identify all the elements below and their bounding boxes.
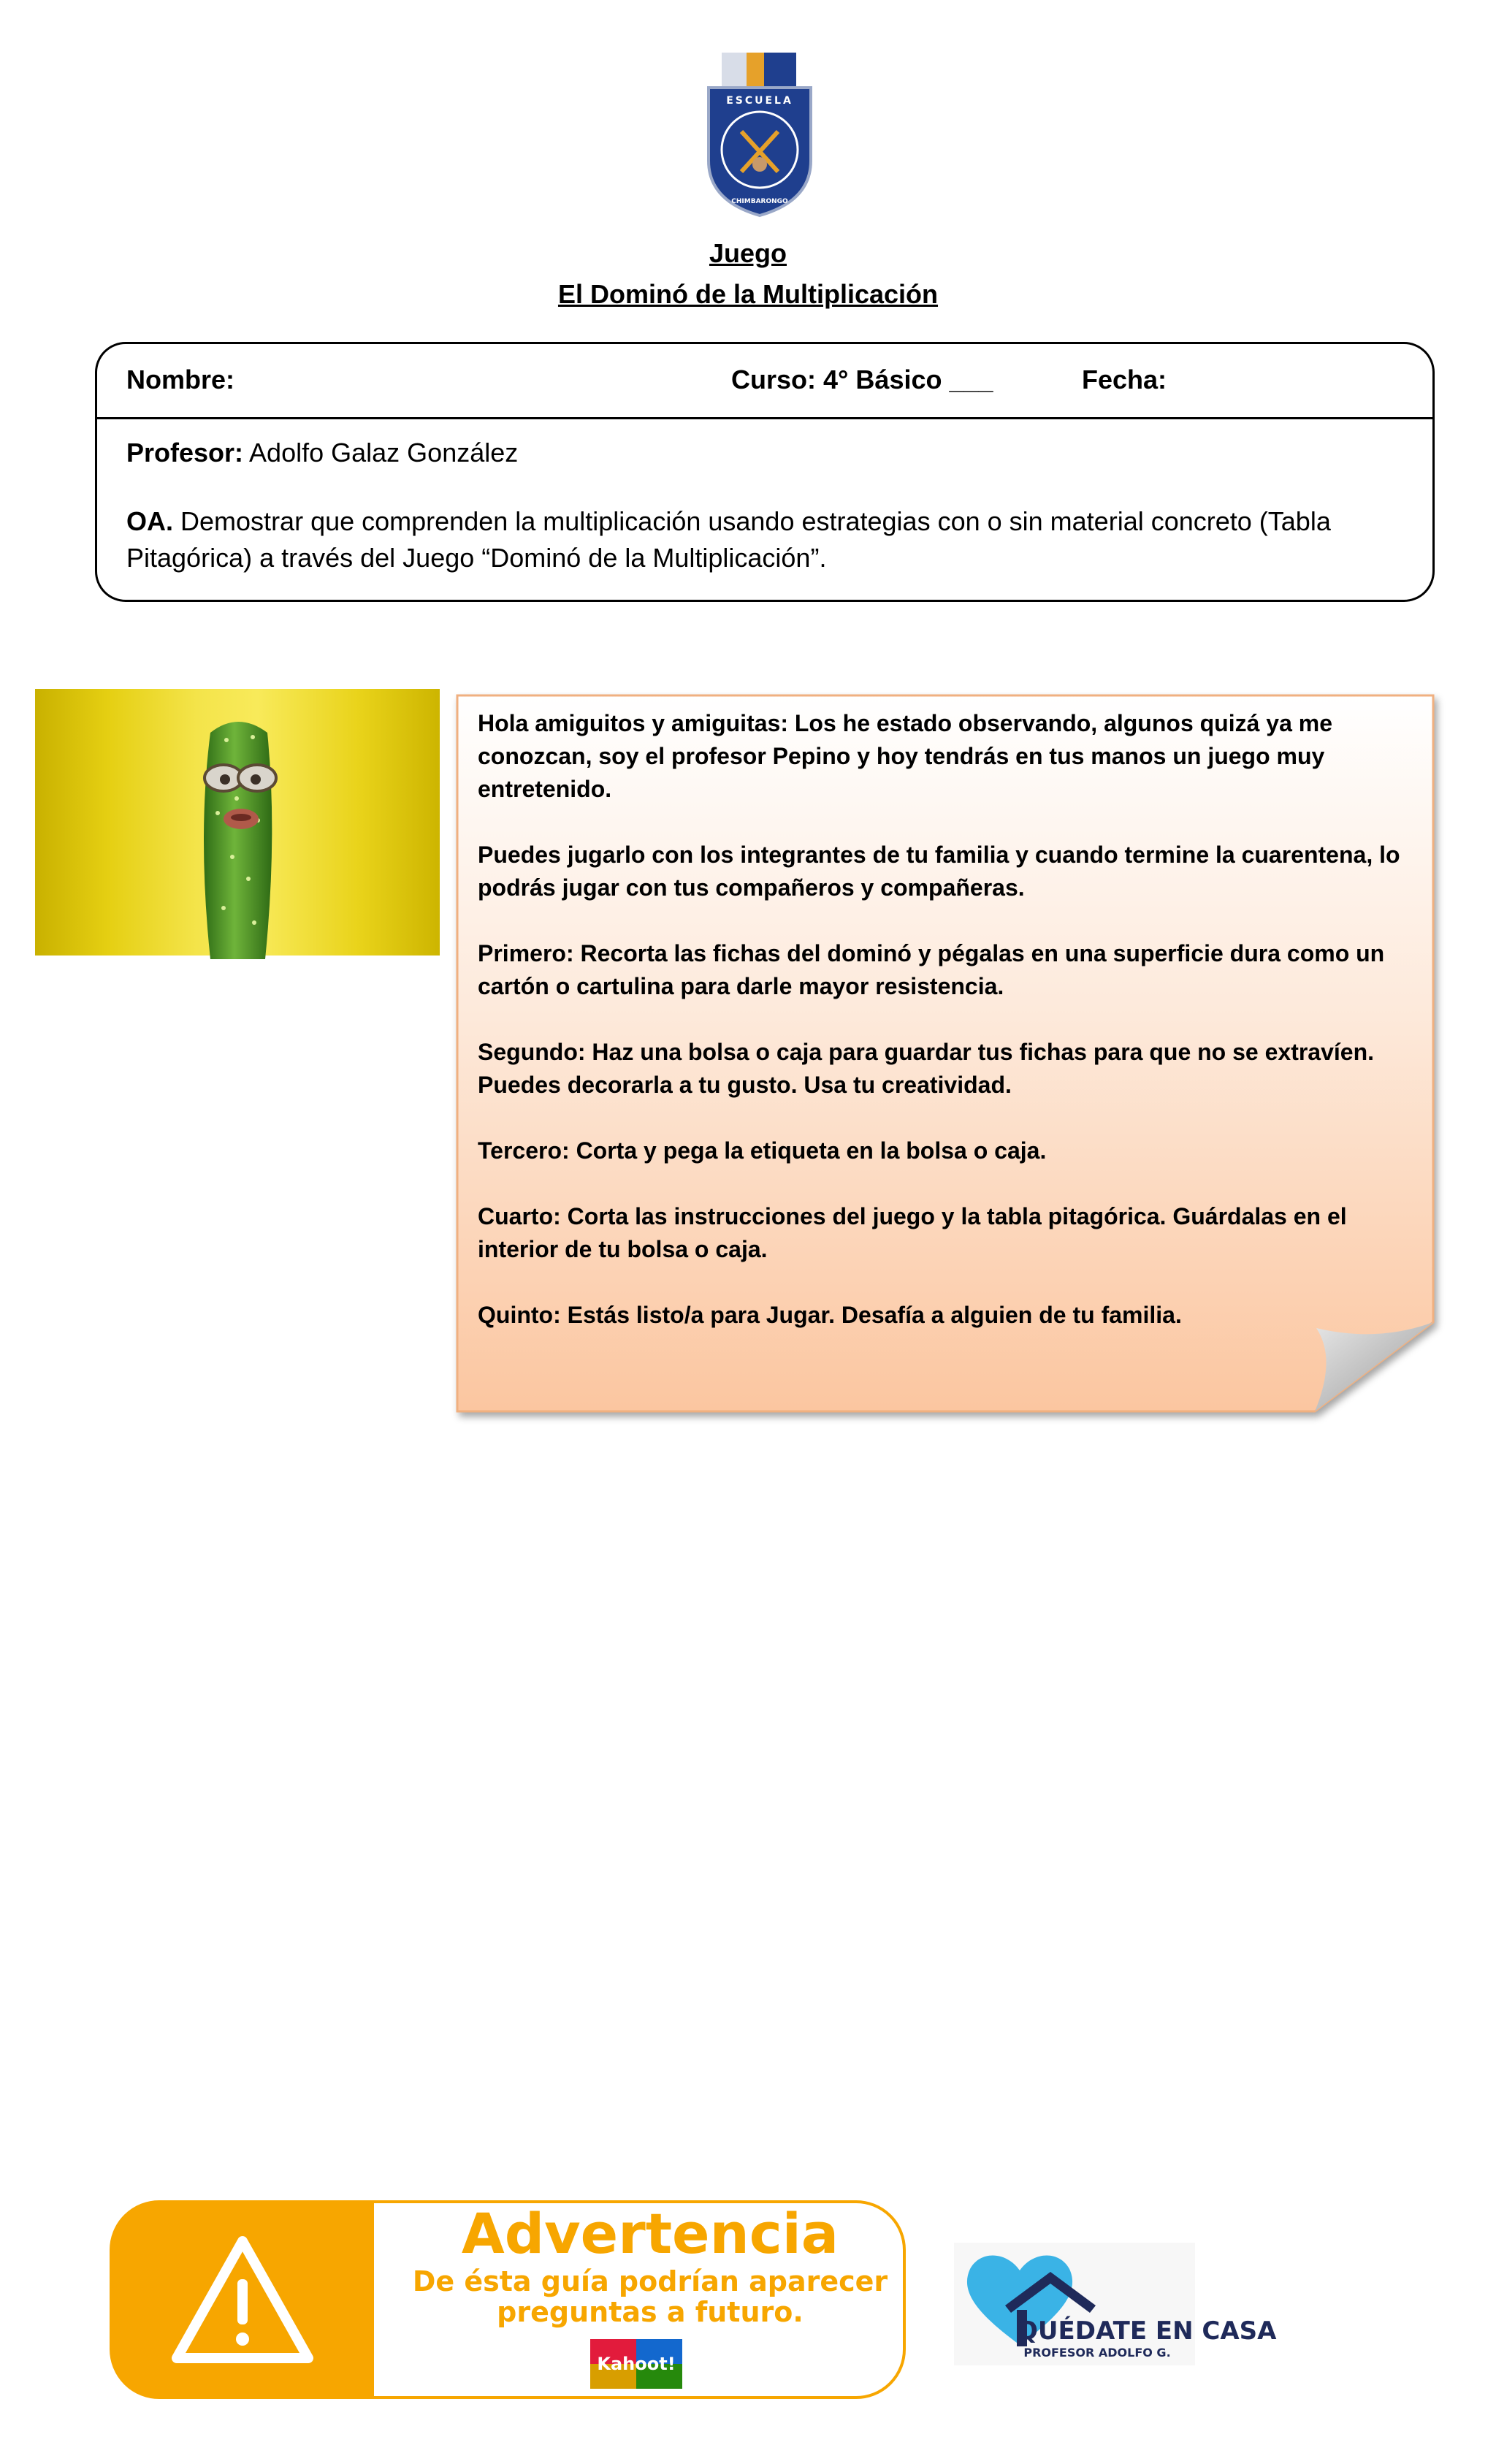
exclamation-dot (236, 2333, 249, 2346)
logo-bar-left (722, 53, 747, 86)
warning-title: Advertencia (461, 2201, 839, 2266)
page-title: Juego (709, 238, 787, 268)
profesor-pepino-image (35, 689, 440, 956)
logo-hands (752, 157, 767, 172)
page-subtitle: El Dominó de la Multiplicación (557, 279, 939, 309)
warning-line-2: preguntas a futuro. (497, 2296, 804, 2328)
note-paragraph: Puedes jugarlo con los integrantes de tu familia y cuando termine la cuarentena, lo podrás jugar con tus compañeros y compañeras. (478, 842, 1400, 901)
exclamation-bar (237, 2279, 248, 2324)
note-text (478, 707, 1420, 1365)
note-paragraph: Segundo: Haz una bolsa o caja para guardar tus fichas para que no se extravíen. Puedes decorarla a tu gusto. Usa tu creatividad. (478, 1039, 1375, 1098)
quedate-en-casa-logo (954, 2243, 1277, 2365)
info-box (95, 342, 1435, 602)
oa-text: Demostrar que comprenden la multiplicación usando estrategias con o sin material concreto (Tabla Pitagórica) a través del Juego “Dominó de la Multiplicación”. (126, 506, 1331, 573)
info-divider (97, 417, 1432, 419)
nombre-label: Nombre: (126, 365, 235, 394)
logo-bar-right (764, 53, 796, 86)
note-paragraph: Tercero: Corta y pega la etiqueta en la bolsa o caja. (478, 1137, 1047, 1164)
note-paragraph: Cuarto: Corta las instrucciones del juego y la tabla pitagórica. Guárdalas en el interior de tu bolsa o caja. (478, 1203, 1347, 1262)
curso-label: Curso: 4° Básico ___ (731, 365, 993, 394)
logo-bar-mid (747, 53, 764, 86)
pepino-body (204, 722, 272, 959)
profesor-line (126, 435, 518, 471)
note-paragraph: Hola amiguitos y amiguitas: Los he estado observando, algunos quizá ya me conozcan, soy el profesor Pepino y hoy tendrás en tus manos un juego muy entretenido. (478, 710, 1333, 802)
oa-line (126, 503, 1412, 576)
pepino-illustration (35, 689, 440, 956)
profesor-label: Profesor: (126, 438, 244, 468)
logo-text-city: CHIMBARONGO (731, 198, 788, 205)
note-paragraph: Quinto: Estás listo/a para Jugar. Desafía a alguien de tu familia. (478, 1302, 1182, 1328)
school-logo (701, 51, 818, 219)
warning-line-1: De ésta guía podrían aparecer (412, 2265, 888, 2297)
fecha-label: Fecha: (1082, 365, 1167, 394)
profesor-value: Adolfo Galaz González (249, 438, 519, 468)
quedate-title: QUÉDATE EN CASA (1017, 2316, 1277, 2346)
instructions-note (456, 694, 1436, 1413)
quedate-subtitle: PROFESOR ADOLFO G. (1023, 2346, 1171, 2360)
kahoot-text: Kahoot! (597, 2354, 676, 2374)
note-paragraph: Primero: Recorta las fichas del dominó y pégalas en una superficie dura como un cartón o cartulina para darle mayor resistencia. (478, 940, 1385, 999)
oa-label: OA. (126, 506, 174, 536)
logo-text-top: ESCUELA (726, 95, 793, 107)
warning-banner (110, 2200, 906, 2399)
